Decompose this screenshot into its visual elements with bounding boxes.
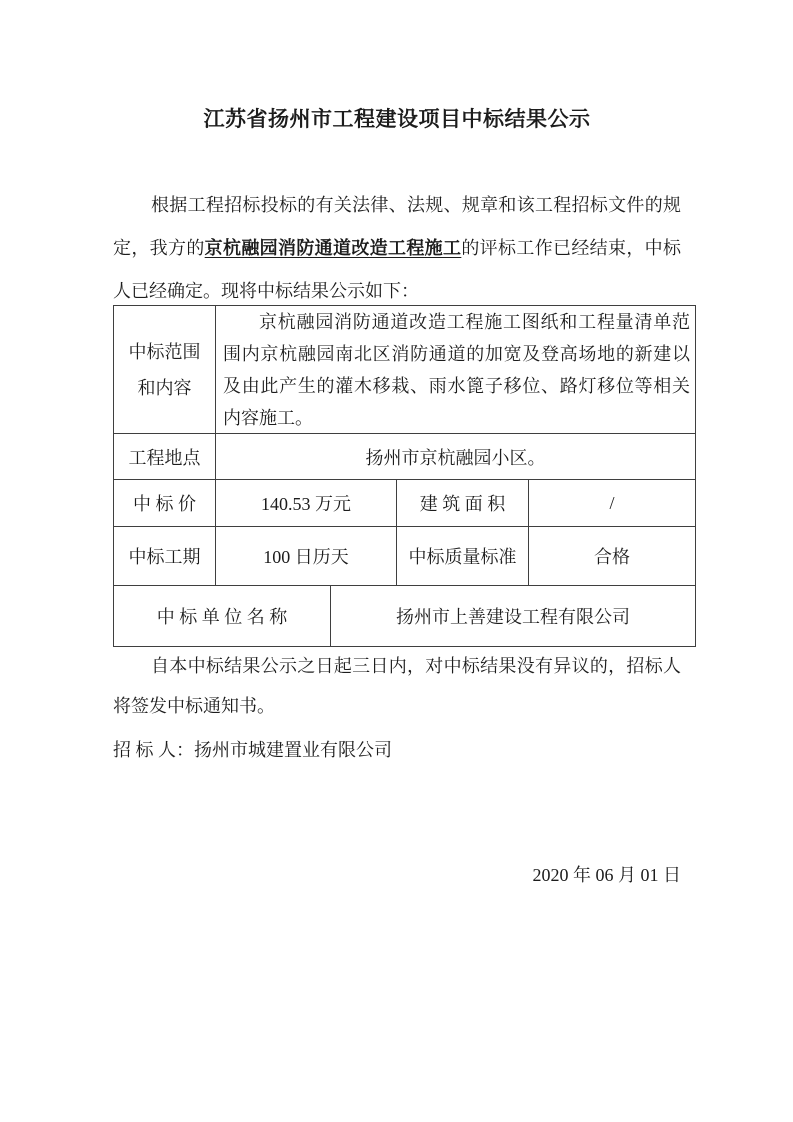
project-name: 京杭融园消防通道改造工程施工 xyxy=(204,238,462,258)
document-date: 2020 年 06 月 01 日 xyxy=(532,865,681,885)
intro-suffix: 的评标工作已经结束，中标人已经确定。现将中标结果公示如下： xyxy=(113,238,682,301)
price-value-cell: 140.53 万元 xyxy=(216,480,397,526)
table-row-duration xyxy=(114,527,695,586)
duration-value-cell: 100 日历天 xyxy=(216,527,397,585)
closing-paragraph: 自本中标结果公示之日起三日内，对中标结果没有异议的，招标人将签发中标通知书。 xyxy=(113,656,681,716)
winner-value-cell: 扬州市上善建设工程有限公司 xyxy=(396,607,630,627)
duration-label-cell: 中标工期 xyxy=(114,527,216,585)
area-label-cell: 建 筑 面 积 xyxy=(397,480,529,526)
scope-label-line2: 和内容 xyxy=(137,377,192,398)
table-row-location xyxy=(114,434,695,480)
bid-result-table xyxy=(113,305,696,647)
table-row-price xyxy=(114,480,695,527)
location-value-cell: 扬州市京杭融园小区。 xyxy=(365,447,546,468)
page-title: 江苏省扬州市工程建设项目中标结果公示 xyxy=(203,107,591,131)
tenderer-label: 招 标 人： xyxy=(113,740,194,760)
tenderer-name: 扬州市城建置业有限公司 xyxy=(194,740,392,760)
table-row-winner xyxy=(114,586,695,646)
area-value-cell: / xyxy=(609,492,615,513)
winner-label-cell: 中 标 单 位 名 称 xyxy=(114,586,331,646)
intro-paragraph xyxy=(113,184,681,313)
scope-label-cell xyxy=(114,306,216,433)
location-label-cell: 工程地点 xyxy=(114,434,216,479)
scope-content-cell: 京杭融园消防通道改造工程施工图纸和工程量清单范围内京杭融园南北区消防通道的加宽及登高场地的新建以及由此产生的灌木移栽、雨水篦子移位、路灯移位等相关内容施工。 xyxy=(223,312,690,428)
price-label-cell: 中 标 价 xyxy=(114,480,216,526)
table-row-scope xyxy=(114,306,695,434)
scope-label-line1: 中标范围 xyxy=(128,341,201,362)
quality-value-cell: 合格 xyxy=(594,547,630,567)
quality-label-cell: 中标质量标准 xyxy=(397,527,529,585)
intro-prefix: 根据工程招标投标的有关法律、法规、规章和该工程招标文件的规定，我方的 xyxy=(113,195,681,258)
tenderer-line xyxy=(113,736,681,762)
